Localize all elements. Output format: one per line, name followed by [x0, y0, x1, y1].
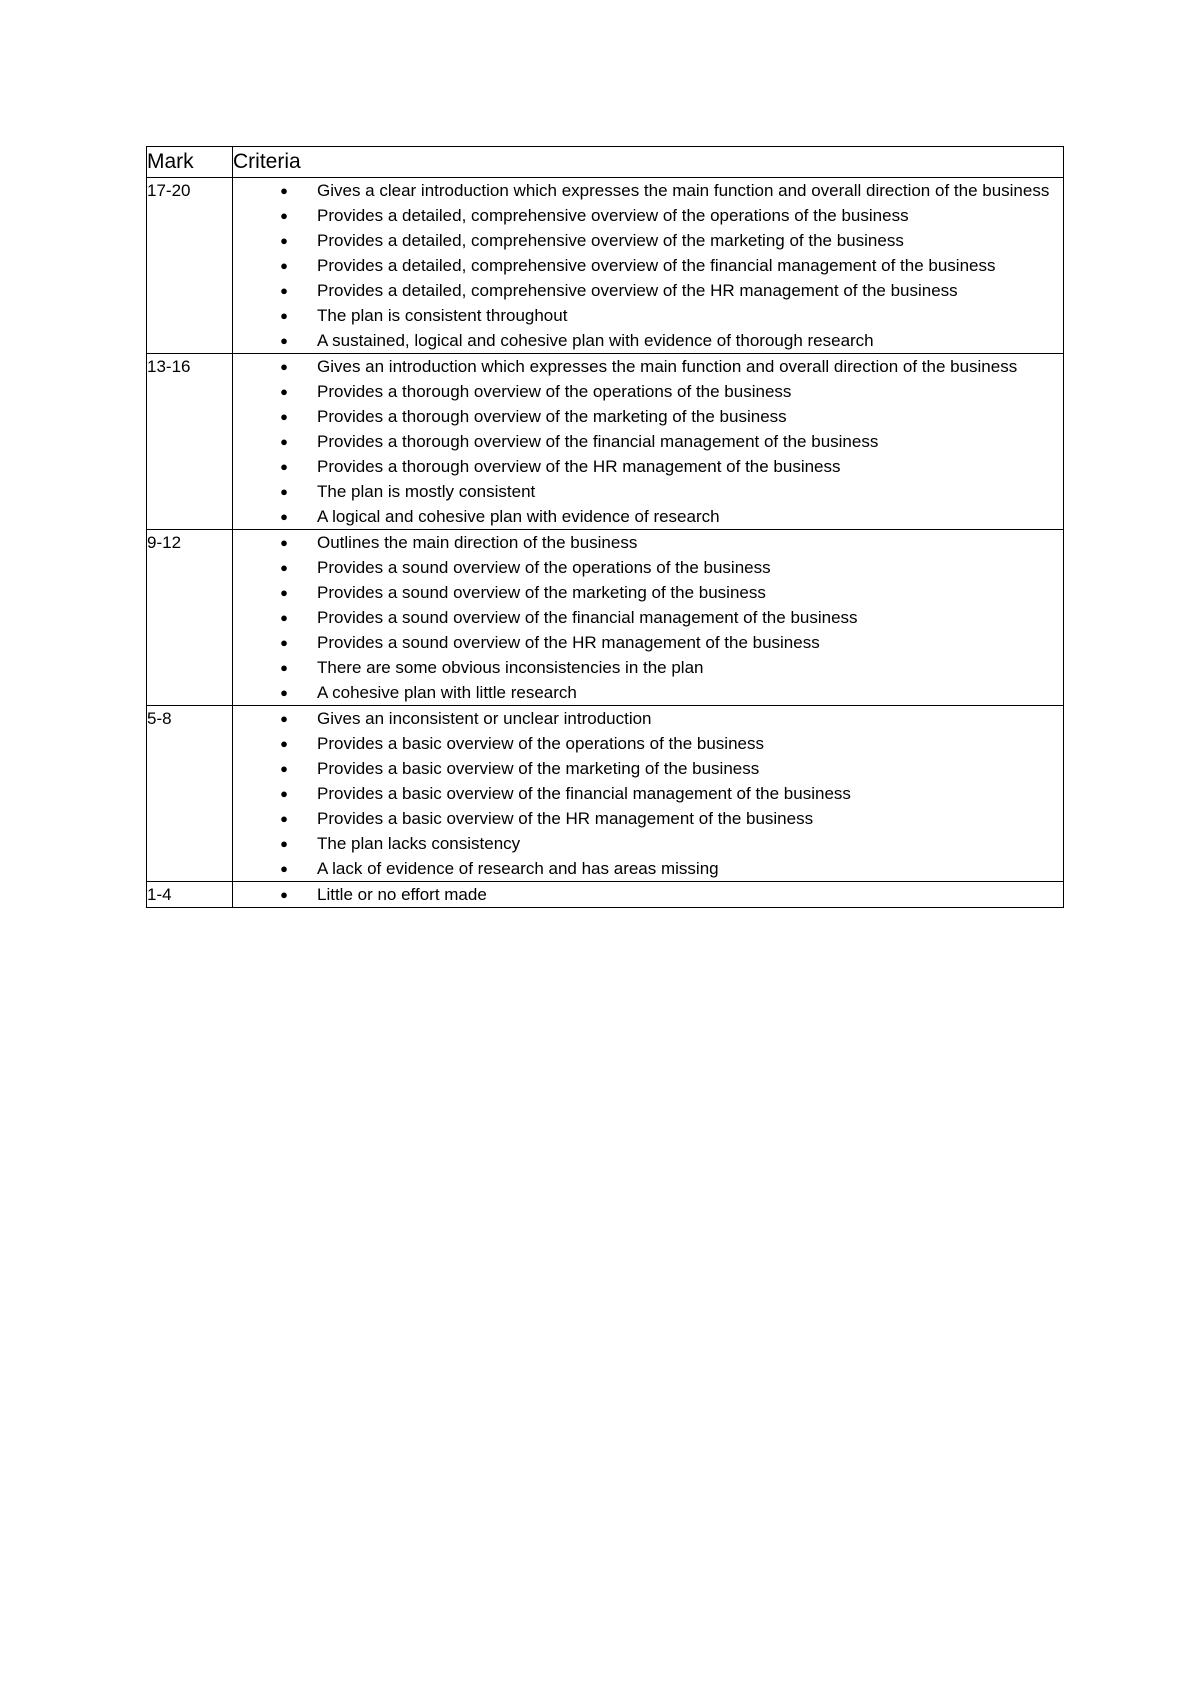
criteria-cell [233, 882, 1064, 908]
bullet-icon: ● [280, 610, 288, 625]
criteria-cell [233, 706, 1064, 882]
criteria-list [233, 706, 1063, 881]
bullet-icon: ● [280, 887, 288, 902]
criteria-text: Little or no effort made [317, 885, 487, 904]
bullet-icon: ● [280, 183, 288, 198]
bullet-icon: ● [280, 409, 288, 424]
marking-criteria-table [146, 146, 1064, 908]
bullet-icon: ● [280, 384, 288, 399]
criteria-text: Provides a basic overview of the HR management of the business [317, 809, 814, 828]
list-item [233, 530, 1063, 555]
criteria-text: A cohesive plan with little research [317, 683, 577, 702]
criteria-text: Provides a thorough overview of the HR management of the business [317, 457, 841, 476]
bullet-icon: ● [280, 509, 288, 524]
criteria-text: Provides a basic overview of the marketing of the business [317, 759, 760, 778]
bullet-icon: ● [280, 635, 288, 650]
bullet-icon: ● [280, 811, 288, 826]
bullet-icon: ● [280, 208, 288, 223]
table-row [147, 178, 1064, 354]
list-item [233, 655, 1063, 680]
list-item [233, 504, 1063, 529]
criteria-text: A sustained, logical and cohesive plan with evidence of thorough research [317, 331, 874, 350]
criteria-text: Outlines the main direction of the business [317, 533, 638, 552]
list-item [233, 203, 1063, 228]
list-item [233, 178, 1063, 203]
criteria-list [233, 530, 1063, 705]
criteria-text: The plan lacks consistency [317, 834, 521, 853]
criteria-list [233, 882, 1063, 907]
list-item [233, 354, 1063, 379]
bullet-icon: ● [280, 836, 288, 851]
criteria-text: A lack of evidence of research and has areas missing [317, 859, 719, 878]
list-item [233, 555, 1063, 580]
mark-range-cell: 9-12 [147, 530, 233, 706]
bullet-icon: ● [280, 861, 288, 876]
bullet-icon: ● [280, 459, 288, 474]
bullet-icon: ● [280, 434, 288, 449]
criteria-text: Provides a sound overview of the HR management of the business [317, 633, 820, 652]
list-item [233, 605, 1063, 630]
bullet-icon: ● [280, 761, 288, 776]
criteria-cell [233, 178, 1064, 354]
criteria-list [233, 354, 1063, 529]
list-item [233, 479, 1063, 504]
mark-range-cell: 17-20 [147, 178, 233, 354]
criteria-text: Provides a sound overview of the financial management of the business [317, 608, 858, 627]
criteria-text: The plan is mostly consistent [317, 482, 536, 501]
table-row [147, 706, 1064, 882]
table-body [147, 178, 1064, 908]
bullet-icon: ● [280, 585, 288, 600]
list-item [233, 781, 1063, 806]
list-item [233, 379, 1063, 404]
criteria-column-header: Criteria [233, 147, 1064, 178]
list-item [233, 856, 1063, 881]
list-item [233, 454, 1063, 479]
criteria-text: The plan is consistent throughout [317, 306, 568, 325]
mark-range-cell: 13-16 [147, 354, 233, 530]
bullet-icon: ● [280, 560, 288, 575]
criteria-text: Provides a thorough overview of the operations of the business [317, 382, 792, 401]
bullet-icon: ● [280, 660, 288, 675]
criteria-text: There are some obvious inconsistencies in the plan [317, 658, 704, 677]
criteria-cell [233, 530, 1064, 706]
bullet-icon: ● [280, 786, 288, 801]
bullet-icon: ● [280, 359, 288, 374]
bullet-icon: ● [280, 685, 288, 700]
list-item [233, 253, 1063, 278]
criteria-text: Provides a detailed, comprehensive overview of the operations of the business [317, 206, 909, 225]
criteria-text: A logical and cohesive plan with evidence of research [317, 507, 720, 526]
bullet-icon: ● [280, 258, 288, 273]
criteria-list [233, 178, 1063, 353]
list-item [233, 831, 1063, 856]
list-item [233, 429, 1063, 454]
list-item [233, 731, 1063, 756]
list-item [233, 228, 1063, 253]
mark-range-cell: 1-4 [147, 882, 233, 908]
criteria-text: Provides a basic overview of the financial management of the business [317, 784, 851, 803]
criteria-text: Gives an inconsistent or unclear introduction [317, 709, 652, 728]
bullet-icon: ● [280, 736, 288, 751]
table-row [147, 354, 1064, 530]
list-item [233, 580, 1063, 605]
criteria-text: Gives a clear introduction which expresses the main function and overall direction of the business [317, 181, 1050, 200]
bullet-icon: ● [280, 484, 288, 499]
bullet-icon: ● [280, 333, 288, 348]
mark-range-cell: 5-8 [147, 706, 233, 882]
table-row [147, 530, 1064, 706]
criteria-text: Provides a detailed, comprehensive overview of the marketing of the business [317, 231, 904, 250]
bullet-icon: ● [280, 233, 288, 248]
criteria-cell [233, 354, 1064, 530]
criteria-text: Provides a sound overview of the operations of the business [317, 558, 771, 577]
criteria-text: Provides a thorough overview of the marketing of the business [317, 407, 787, 426]
list-item [233, 278, 1063, 303]
list-item [233, 756, 1063, 781]
list-item [233, 882, 1063, 907]
criteria-text: Provides a basic overview of the operations of the business [317, 734, 764, 753]
list-item [233, 806, 1063, 831]
list-item [233, 630, 1063, 655]
list-item [233, 706, 1063, 731]
criteria-text: Provides a thorough overview of the financial management of the business [317, 432, 879, 451]
bullet-icon: ● [280, 308, 288, 323]
table-row [147, 882, 1064, 908]
bullet-icon: ● [280, 283, 288, 298]
criteria-text: Provides a detailed, comprehensive overview of the HR management of the business [317, 281, 958, 300]
mark-column-header: Mark [147, 147, 233, 178]
list-item [233, 303, 1063, 328]
table-header-row [147, 147, 1064, 178]
list-item [233, 328, 1063, 353]
bullet-icon: ● [280, 711, 288, 726]
bullet-icon: ● [280, 535, 288, 550]
criteria-text: Provides a sound overview of the marketing of the business [317, 583, 766, 602]
criteria-text: Gives an introduction which expresses the main function and overall direction of the business [317, 357, 1018, 376]
list-item [233, 404, 1063, 429]
list-item [233, 680, 1063, 705]
criteria-text: Provides a detailed, comprehensive overview of the financial management of the business [317, 256, 996, 275]
